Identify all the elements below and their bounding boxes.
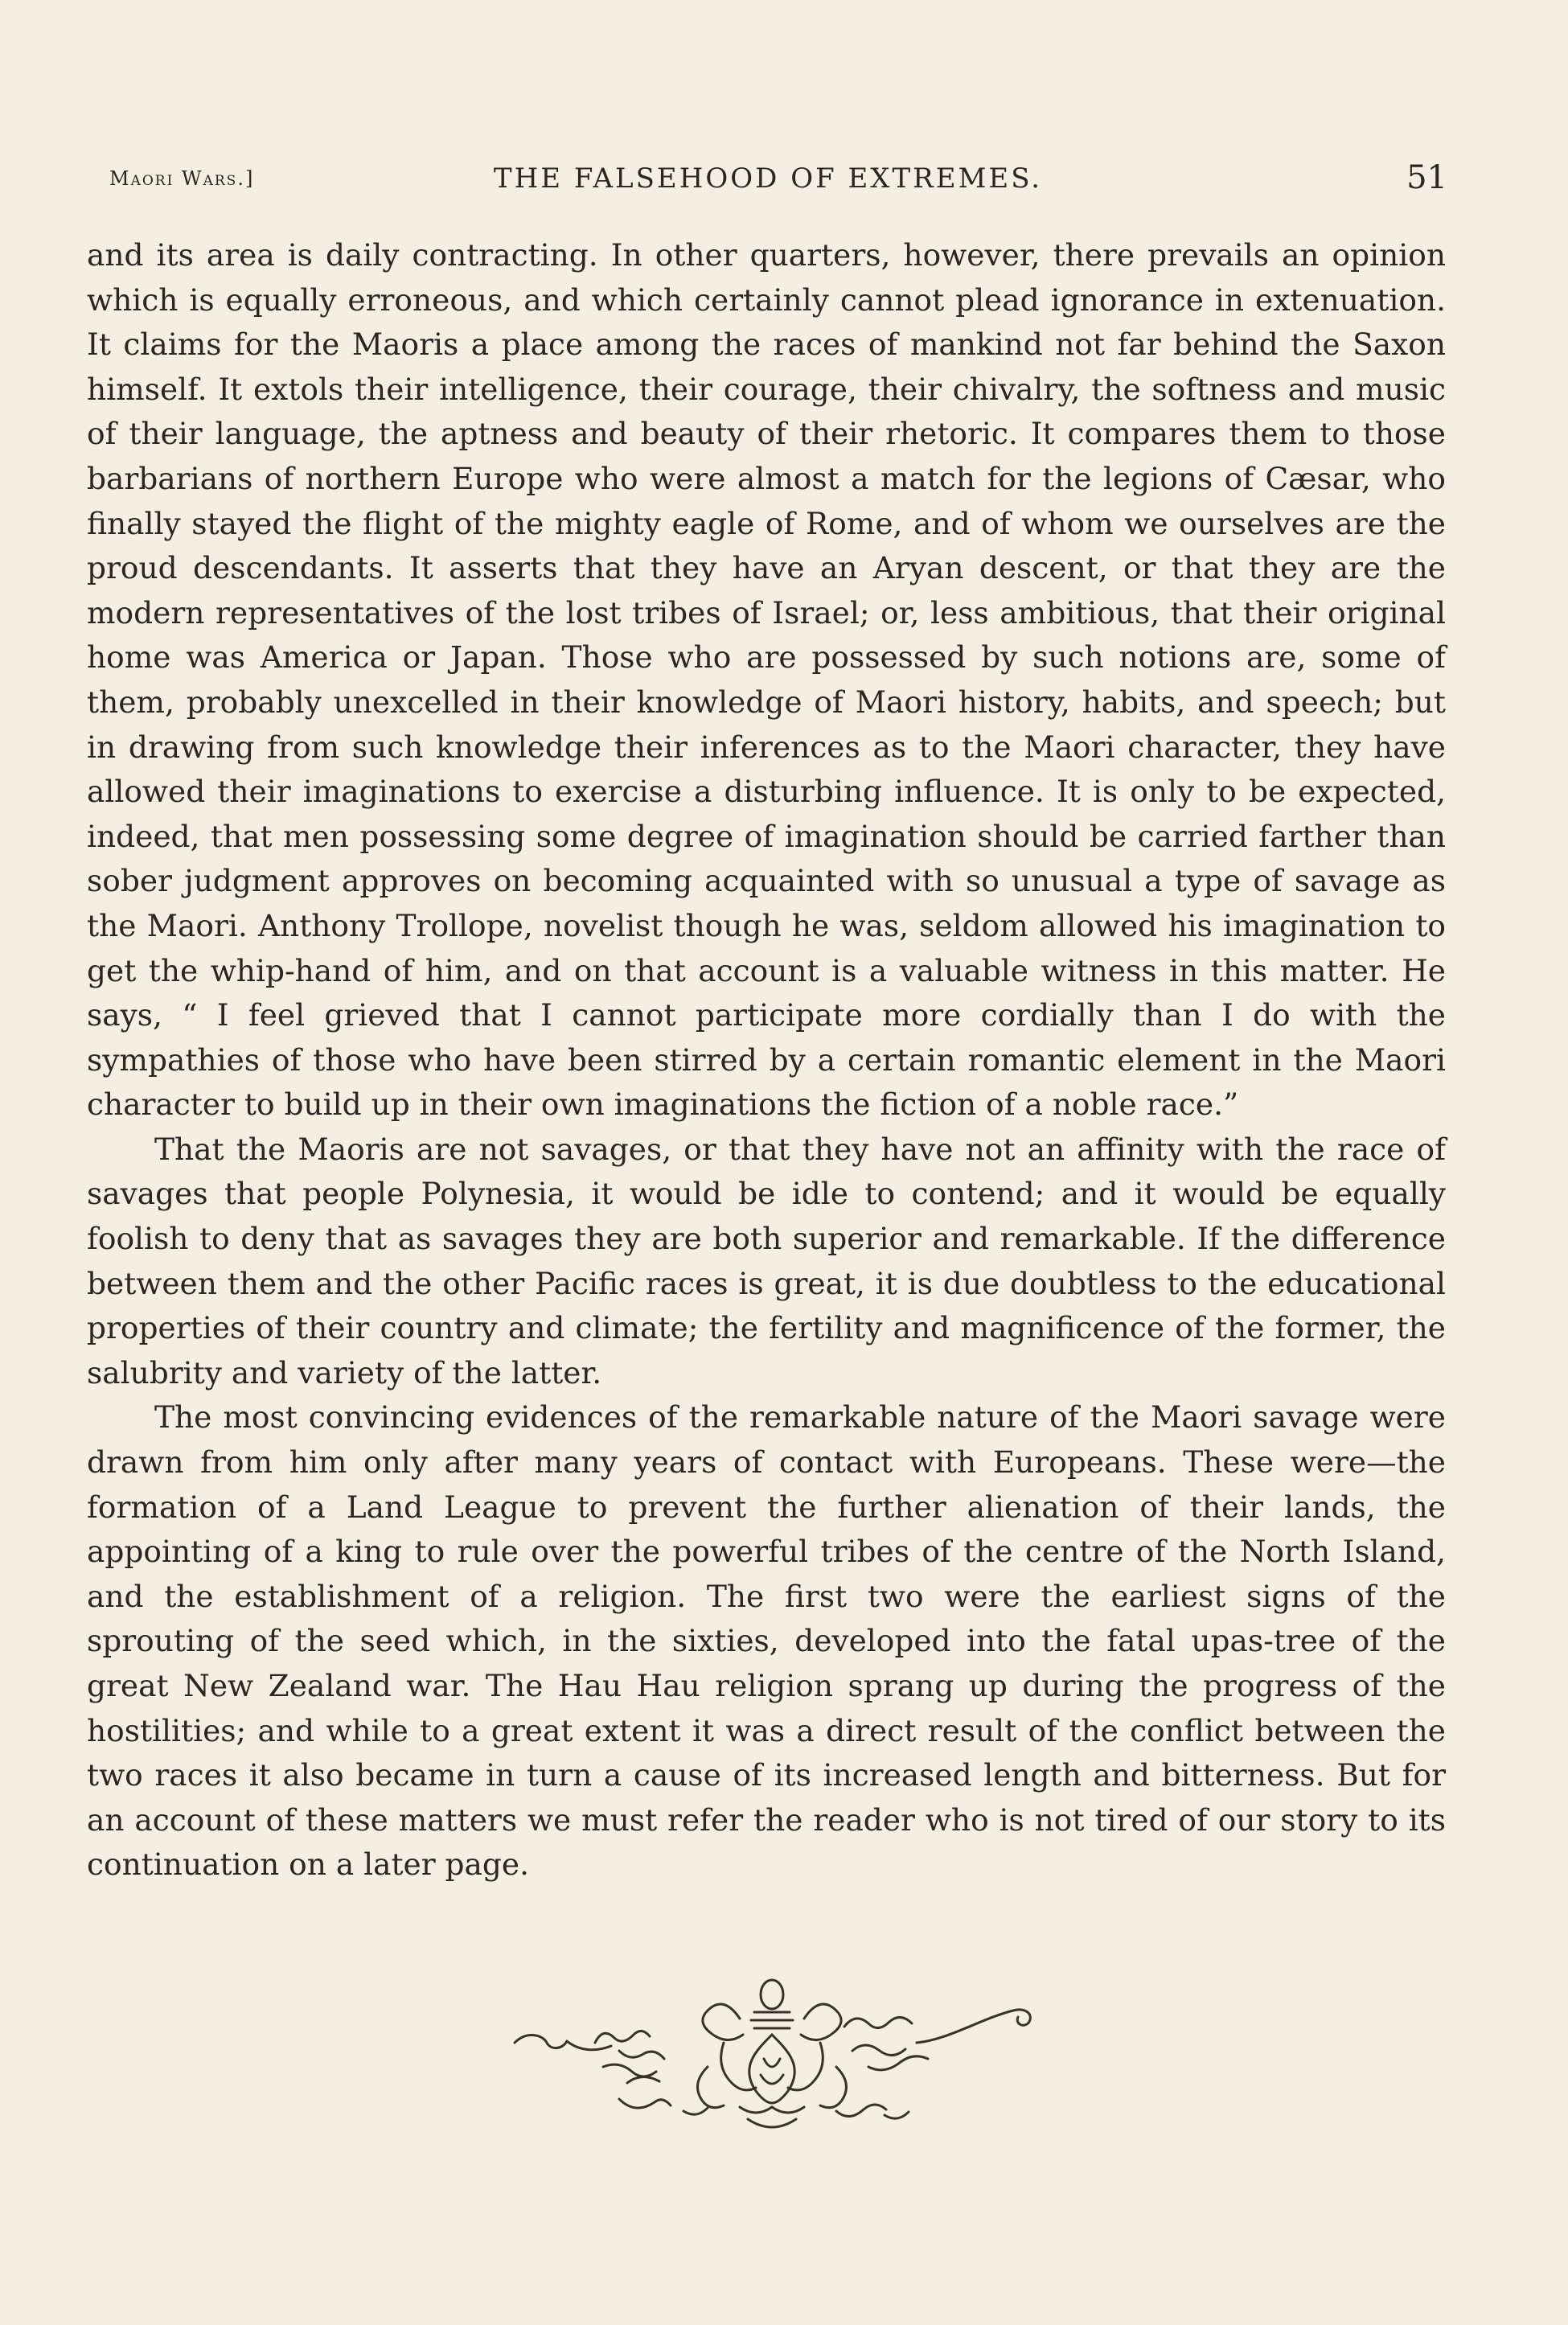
page-number: 51: [1406, 159, 1447, 196]
floral-tailpiece-icon: [499, 1962, 1045, 2139]
paragraph: The most convincing evidences of the remarkable nature of the Maori savage were drawn from him only after many years of contact with Europeans. These were—the formation of a Land League to prevent the further alienation of their lands, the appointing of a king to rule over the powerful tribes of the centre of the North Island, and the establishment of a religion. The first two were the earliest signs of the sprouting of the seed which, in the sixties, developed into the fatal upas-tree of the great New Zealand war. The Hau Hau religion sprang up during the progress of the hostilities; and while to a great extent it was a direct result of the conflict between the two races it also became in turn a cause of its increased length and bitterness. But for an account of these matters we must refer the reader who is not tired of our story to its continuation on a later page.: [87, 1399, 1446, 1883]
paragraph: That the Maoris are not savages, or that they have not an affinity with the race of savages that people Polynesia, it would be idle to contend; and it would be equally foolish to deny that as savages they are both superior and remarkable. If the difference between them and the other Pacific races is great, it is due doubtless to the educational properties of their country and climate; the fertility and magnificence of the former, the salubrity and variety of the latter.: [87, 1131, 1446, 1390]
tailpiece-drawing: [499, 1962, 1045, 2139]
running-header: [88, 159, 1447, 207]
paragraph: and its area is daily contracting. In other quarters, however, there prevails an opinion which is equally erroneous, and which certainly cannot plead ignorance in extenuation. It claims for the Maoris a place among the races of mankind not far behind the Saxon himself. It extols their intelligence, their courage, their chivalry, the softness and music of their language, the aptness and beauty of their rhetoric. It compares them to those barbarians of northern Europe who were almost a match for the legions of Cæsar, who finally stayed the flight of the mighty eagle of Rome, and of whom we ourselves are the proud descendants. It asserts that they have an Aryan descent, or that they are the modern representatives of the lost tribes of Israel; or, less ambitious, that their original home was America or Japan. Those who are possessed by such notions are, some of them, probably unexcelled in their knowledge of Maori history, habits, and speech; but in drawing from such knowledge their inferences as to the Maori character, they have allowed their imaginations to exercise a disturbing influence. It is only to be expected, indeed, that men possessing some degree of imagination should be carried farther than sober judgment approves on becoming acquainted with so unusual a type of savage as the Maori. Anthony Trollope, novelist though he was, seldom allowed his imagination to get the whip-hand of him, and on that account is a valuable witness in this matter. He says, “ I feel grieved that I cannot participate more cordially than I do with the sympathies of those who have been stirred by a certain romantic element in the Maori character to build up in their own imaginations the fiction of a noble race.”: [87, 237, 1446, 1123]
running-head-left: Maori Wars.]: [109, 167, 255, 190]
running-title: THE FALSEHOOD OF EXTREMES.: [493, 162, 1043, 195]
body-text: [87, 233, 1446, 1888]
